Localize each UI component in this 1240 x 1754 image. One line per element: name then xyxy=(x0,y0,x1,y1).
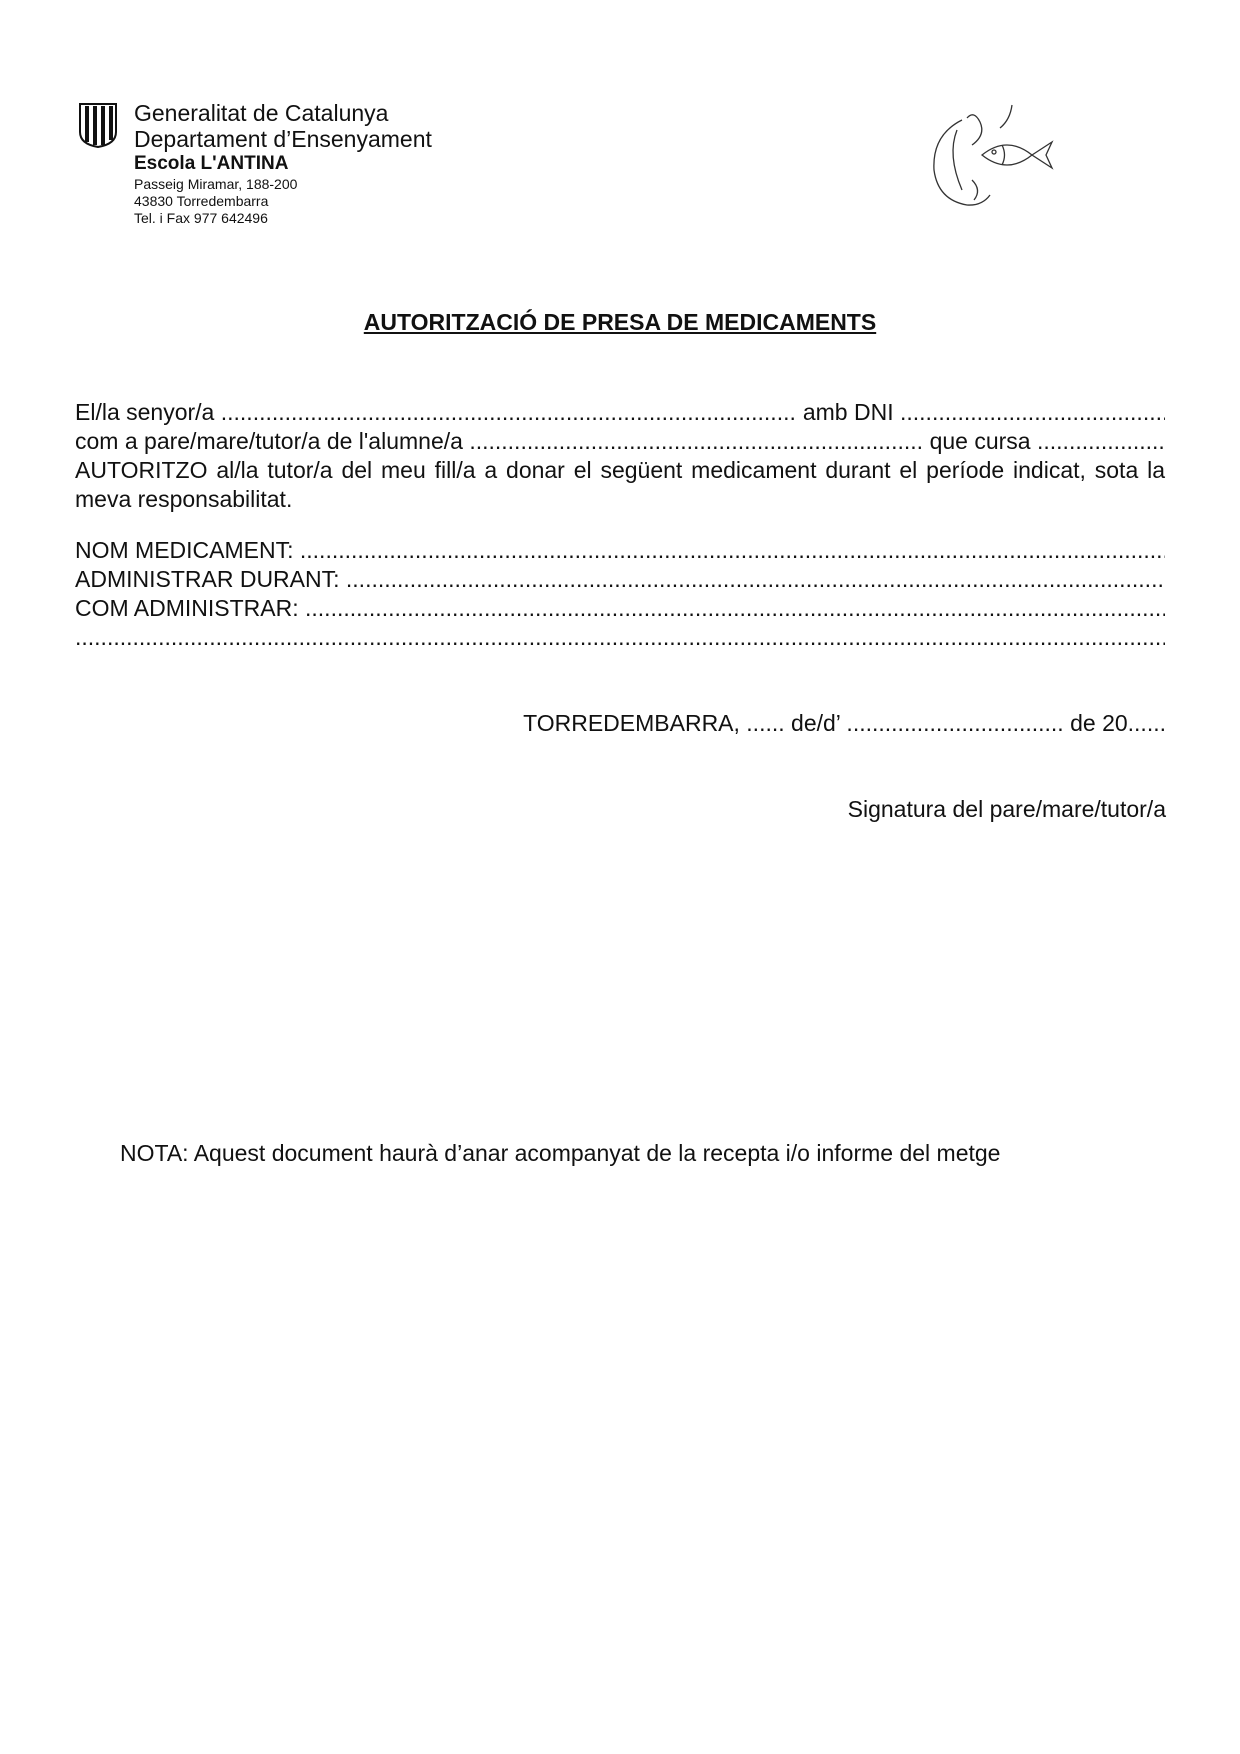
school-name: Escola L'ANTINA xyxy=(134,153,289,174)
phone-fax: Tel. i Fax 977 642496 xyxy=(134,210,268,226)
department-name: Departament d’Ensenyament xyxy=(134,126,432,152)
duration-label: ADMINISTRAR DURANT: xyxy=(75,566,340,592)
parent-name-label: El/la senyor/a xyxy=(75,399,215,425)
footnote: NOTA: Aquest document haurà d’anar acompanyat de la recepta i/o informe del metge xyxy=(120,1140,1001,1166)
method-label: COM ADMINISTRAR: xyxy=(75,595,299,621)
authorization-statement: AUTORITZO al/la tutor/a del meu fill/a a donar el següent medicament durant el període indicat, sota la meva responsabilitat. xyxy=(75,457,1165,512)
medication-form xyxy=(75,536,1165,652)
catalonia-emblem-icon xyxy=(78,102,118,148)
student-name-label: com a pare/mare/tutor/a de l'alumne/a xyxy=(75,428,463,454)
dni-field[interactable] xyxy=(900,398,1165,427)
dni-label: amb DNI xyxy=(802,399,894,425)
signature-label: Signatura del pare/mare/tutor/a xyxy=(847,796,1166,822)
place-date-line: TORREDEMBARRA, ...... de/d’ .................................. de 20...... xyxy=(523,710,1166,736)
document-title: AUTORITZACIÓ DE PRESA DE MEDICAMENTS xyxy=(363,309,877,335)
fish-logo-icon xyxy=(912,100,1062,220)
student-name-field[interactable] xyxy=(469,427,923,456)
course-label: que cursa xyxy=(929,428,1031,454)
address-city: 43830 Torredembarra xyxy=(134,193,269,209)
medicine-name-label: NOM MEDICAMENT: xyxy=(75,537,294,563)
method-field[interactable] xyxy=(305,594,1165,623)
medicine-name-field[interactable] xyxy=(300,536,1165,565)
method-field-continuation[interactable] xyxy=(75,623,1165,652)
address-street: Passeig Miramar, 188-200 xyxy=(134,176,298,192)
course-field[interactable] xyxy=(1037,427,1165,456)
parent-name-field[interactable] xyxy=(221,398,797,427)
duration-field[interactable] xyxy=(346,565,1165,594)
authorization-paragraph xyxy=(75,398,1165,514)
government-name: Generalitat de Catalunya xyxy=(134,100,389,126)
